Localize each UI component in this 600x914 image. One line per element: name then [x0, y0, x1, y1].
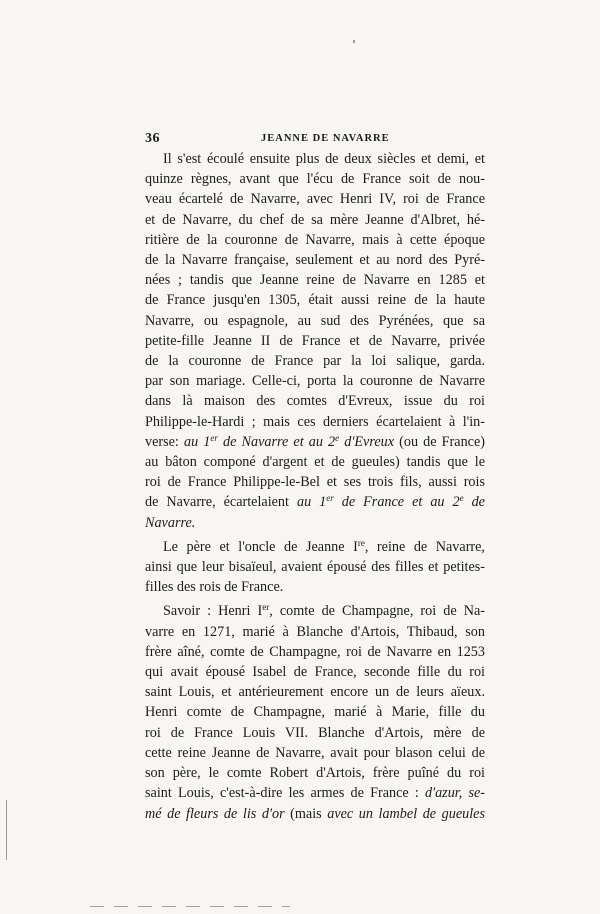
text-line: roi de France Philippe-le-Bel et ses trois fils, aussi rois — [145, 474, 485, 491]
text-line: mé de fleurs de lis d'or (mais avec un lambel de gueules — [145, 805, 485, 822]
text-line: son père, le comte Robert d'Artois, frère puîné du roi — [145, 765, 485, 782]
text-line: ritière de la couronne de Navarre, mais à cette époque — [145, 231, 485, 248]
scan-mark — [353, 40, 355, 43]
text-line: roi de France Louis VII. Blanche d'Artois, mère de — [145, 724, 485, 741]
text-line: Il s'est écoulé ensuite plus de deux siècles et demi, et — [163, 151, 485, 167]
text-line: nées ; tandis que Jeanne reine de Navarre en 1285 et — [145, 272, 485, 289]
text-line: par son mariage. Celle-ci, porta la couronne de Navarre — [145, 373, 485, 390]
text-line: qui avait épousé Isabel de France, seconde fille du roi — [145, 664, 485, 681]
text-line: de Navarre, écartelaient au 1er de France et au 2e de — [145, 493, 485, 511]
text-line: veau écartelé de Navarre, avec Henri IV, roi de France — [145, 191, 485, 208]
text-line: et de Navarre, du chef de sa mère Jeanne d'Albret, hé- — [145, 211, 485, 228]
paragraph-2 — [145, 537, 485, 598]
text-line: dans là maison des comtes d'Evreux, issue du roi — [145, 393, 485, 410]
text-line: Henri comte de Champagne, marié à Marie, fille du — [145, 704, 485, 721]
page-number: 36 — [145, 131, 160, 146]
text-line: varre en 1271, marié à Blanche d'Artois, Thibaud, son — [145, 623, 485, 640]
page-header — [145, 131, 485, 149]
running-title: JEANNE DE NAVARRE — [261, 133, 390, 144]
text-line: de la couronne de France par la loi salique, garda. — [145, 353, 485, 370]
text-line: Le père et l'oncle de Jeanne Ire, reine de Navarre, — [163, 537, 485, 555]
text-line: quinze règnes, avant que l'écu de France soit de nou- — [145, 171, 485, 188]
paragraph-1 — [145, 149, 485, 533]
text-line: Navarre, ou espagnole, au sud des Pyrénées, que sa — [145, 312, 485, 329]
text-line: Navarre. — [145, 514, 196, 531]
text-line: de France jusqu'en 1305, était aussi reine de la haute — [145, 292, 485, 309]
scan-margin-line — [6, 800, 7, 860]
text-line: Philippe-le-Hardi ; mais ces derniers écartelaient à l'in- — [145, 413, 485, 430]
text-line: Savoir : Henri Ier, comte de Champagne, roi de Na- — [163, 602, 485, 620]
text-line: frère aîné, comte de Champagne, roi de Navarre en 1253 — [145, 643, 485, 660]
body-text — [145, 149, 485, 824]
scan-bottom-dashes — [90, 906, 290, 907]
paragraph-3 — [145, 601, 485, 823]
text-line: ainsi que leur bisaïeul, avaient épousé des filles et petites- — [145, 559, 485, 576]
text-line: verse: au 1er de Navarre et au 2e d'Evreux (ou de France) — [145, 432, 485, 450]
text-line: saint Louis, et antérieurement encore un de leurs aïeux. — [145, 684, 485, 701]
text-line: de la Navarre française, seulement et au nord des Pyré- — [145, 252, 485, 269]
text-line: filles des rois de France. — [145, 579, 284, 596]
text-line: au bâton componé d'argent et de gueules) tandis que le — [145, 454, 485, 471]
text-line: saint Louis, c'est-à-dire les armes de France : d'azur, se- — [145, 785, 485, 802]
text-line: cette reine Jeanne de Navarre, avait pour blason celui de — [145, 744, 485, 761]
text-line: petite-fille Jeanne II de France et de Navarre, privée — [145, 332, 485, 349]
